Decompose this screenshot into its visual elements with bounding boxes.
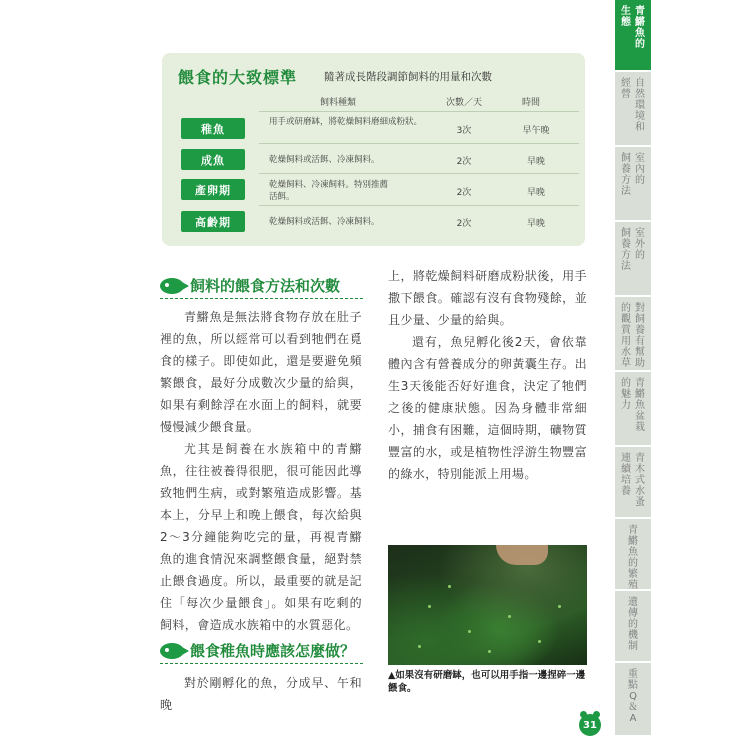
- right-column-body: [388, 265, 587, 485]
- row-times: 2次: [456, 188, 472, 198]
- sidebar-tab[interactable]: [615, 372, 651, 445]
- sidebar-tab-label: 對 飼 養 有 幫 助: [635, 303, 645, 369]
- sidebar-tab-label: 的 魅 力: [621, 378, 631, 411]
- sidebar-tab-label: 青 木 式 水 蚤: [635, 453, 645, 508]
- feeding-photo: [388, 545, 587, 665]
- sidebar-tab-label: 自 然 環 境 和: [635, 78, 645, 133]
- row-when: 早晚: [526, 219, 545, 229]
- header-food: 飼料種類: [320, 98, 357, 108]
- table-subtitle: 隨著成長階段調節飼料的用量和次數: [324, 71, 492, 83]
- sidebar-tab[interactable]: [615, 663, 651, 735]
- table-divider: [259, 111, 579, 112]
- sidebar-tab-label: 重 點 Q ＆ A: [628, 669, 638, 724]
- stage-label-adult: 成魚: [181, 149, 245, 170]
- sidebar-tab-label: 飼 養 方 法: [621, 228, 631, 272]
- photo-caption: ▲如果沒有研磨缽，也可以用手指一邊捏碎一邊餵食。: [388, 670, 586, 694]
- section2-body: [160, 672, 362, 716]
- sidebar-tab-label: 連 續 培 養: [621, 453, 631, 497]
- page-number: 31: [579, 714, 601, 736]
- row-food: 用手或研磨缽，將乾燥飼料磨細成粉狀。: [269, 117, 423, 127]
- paragraph: 對於剛孵化的魚，分成早、午和晚: [160, 676, 362, 712]
- row-times: 2次: [456, 157, 472, 167]
- sidebar-tab[interactable]: [615, 447, 651, 517]
- sidebar-tab[interactable]: [615, 72, 651, 145]
- sidebar-tab[interactable]: [615, 591, 651, 661]
- table-title: 餵食的大致標準: [178, 68, 298, 87]
- section-heading-text: 飼料的餵食方法和次數: [190, 277, 341, 295]
- dashed-divider: [160, 298, 363, 299]
- section1-body: [160, 306, 362, 636]
- sidebar-tab[interactable]: [615, 0, 651, 70]
- chapter-sidebar: [615, 0, 651, 750]
- table-divider: [259, 143, 579, 144]
- paragraph: 青鱂魚是無法將食物存放在肚子裡的魚，所以經常可以看到牠們在覓食的樣子。即使如此，還是要避免頻繁餵食，最好分成數次少量的給與，如果有剩餘浮在水面上的飼料，就要慢慢減少餵食量。: [160, 310, 362, 434]
- row-times: 3次: [456, 126, 472, 136]
- header-times: 次數／天: [446, 98, 483, 108]
- sidebar-tab-label: 遺 傳 的 機 制: [628, 597, 638, 652]
- table-divider: [259, 205, 579, 206]
- row-when: 早晚: [526, 157, 545, 167]
- sidebar-tab[interactable]: [615, 297, 651, 370]
- feeding-table: [162, 53, 585, 246]
- sidebar-tab-label: 飼 養 方 法: [621, 153, 631, 197]
- sidebar-tab[interactable]: [615, 147, 651, 220]
- stage-label-fry: 稚魚: [181, 118, 245, 139]
- sidebar-tab-label: 生 態: [621, 6, 631, 28]
- sidebar-tab[interactable]: [615, 519, 651, 589]
- stage-label-senior: 高齡期: [181, 211, 245, 232]
- paragraph: 上，將乾燥飼料研磨成粉狀後，用手撒下餵食。確認有沒有食物殘餘，並且少量、少量的給與。: [388, 269, 587, 327]
- paragraph: 還有，魚兒孵化後2天，會依靠體內含有營養成分的卵黃囊生存。出生3天後能否好好進食，決定了牠們之後的健康狀態。因為身體非常細小，捕食有困難，這個時期，礦物質豐富的水，或是植物性浮游生物豐富的綠水，特別能派上用場。: [388, 335, 587, 481]
- row-food: 乾燥飼料、冷凍飼料。特別推薦活餌。: [269, 180, 389, 202]
- section-heading-text: 餵食稚魚時應該怎麼做？: [190, 642, 356, 660]
- sidebar-tab-label: 經 營: [621, 78, 631, 100]
- sidebar-tab-label: 青 鱂 魚 的 繁 殖: [628, 525, 638, 591]
- stage-label-spawning: 產卵期: [181, 179, 245, 200]
- sidebar-tab-label: 的 觀 賞 用 水 草: [621, 303, 631, 369]
- paragraph: 尤其是飼養在水族箱中的青鱂魚，往往被養得很肥，很可能因此導致牠們生病，或對繁殖造成影響。基本上，分早上和晚上餵食，每次給與2～3分鐘能夠吃完的量，再視青鱂魚的進食情況來調整餵食量，絕對禁止餵食過度。所以，最重要的就是記住「每次少量餵食」。如果有吃剩的飼料，會造成水族箱中的水質惡化。: [160, 442, 362, 632]
- sidebar-tab-label: 青 鱂 魚 的: [635, 6, 645, 50]
- row-times: 2次: [456, 219, 472, 229]
- hand-image: [496, 545, 548, 565]
- sidebar-tab-label: 青 鱂 魚 盆 栽: [635, 378, 645, 433]
- dashed-divider: [160, 663, 363, 664]
- section-heading-fry-feeding: [160, 640, 355, 661]
- row-when: 早午晚: [522, 126, 550, 136]
- row-when: 早晚: [526, 188, 545, 198]
- header-when: 時間: [522, 98, 541, 108]
- sidebar-tab-label: 室 外 的: [635, 228, 645, 261]
- row-food: 乾燥飼料或活餌、冷凍飼料。: [269, 217, 380, 227]
- sidebar-tab[interactable]: [615, 222, 651, 295]
- fish-icon: [160, 643, 184, 659]
- section-heading-feeding-method: [160, 275, 340, 296]
- table-divider: [259, 173, 579, 174]
- fish-icon: [160, 278, 184, 294]
- row-food: 乾燥飼料或活餌、冷凍飼料。: [269, 155, 380, 165]
- sidebar-tab-label: 室 內 的: [635, 153, 645, 186]
